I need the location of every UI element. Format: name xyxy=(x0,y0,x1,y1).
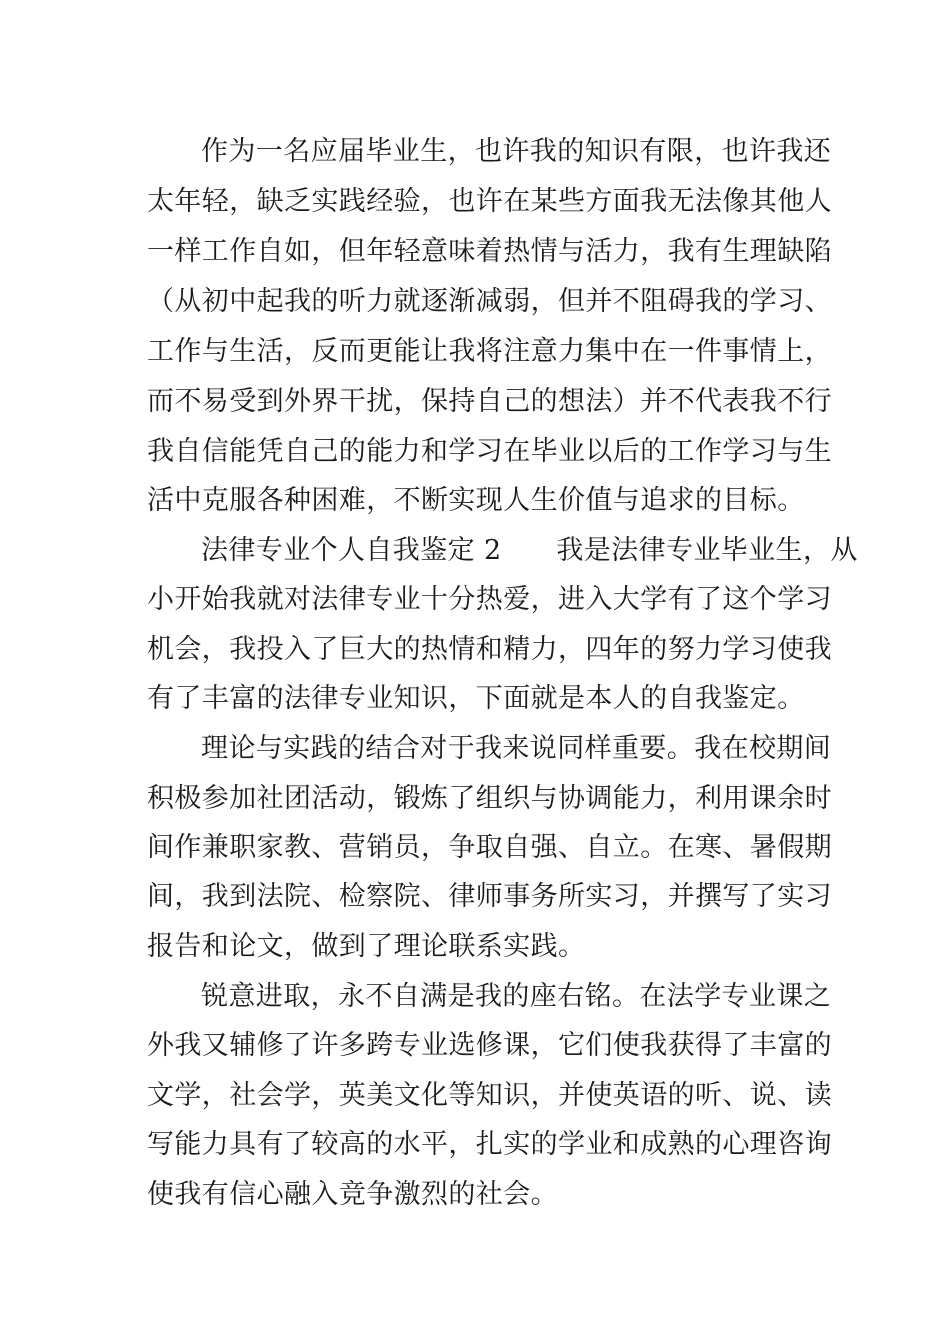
text-line: 工作与生活，反而更能让我将注意力集中在一件事情上， xyxy=(147,336,832,367)
text-line: 一样工作自如，但年轻意味着热情与活力，我有生理缺陷 xyxy=(147,236,832,267)
text-line: 我自信能凭自己的能力和学习在毕业以后的工作学习与生 xyxy=(147,436,832,467)
text-line: 太年轻，缺乏实践经验，也许在某些方面我无法像其他人 xyxy=(147,186,832,217)
text-line: 作为一名应届毕业生，也许我的知识有限，也许我还 xyxy=(201,136,832,167)
text-line: 而不易受到外界干扰，保持自己的想法）并不代表我不行 xyxy=(147,386,832,417)
text-line: 写能力具有了较高的水平，扎实的学业和成熟的心理咨询 xyxy=(147,1129,832,1160)
text-line: 锐意进取，永不自满是我的座右铭。在法学专业课之 xyxy=(201,981,832,1012)
text-line: （从初中起我的听力就逐渐减弱，但并不阻碍我的学习、 xyxy=(147,286,832,317)
text-line: 间作兼职家教、营销员，争取自强、自立。在寒、暑假期 xyxy=(147,832,832,863)
section-heading-line: 法律专业个人自我鉴定 2 我是法律专业毕业生，从 xyxy=(201,535,858,566)
text-line: 文学，社会学，英美文化等知识，并使英语的听、说、读 xyxy=(147,1080,832,1111)
text-line: 活中克服各种困难，不断实现人生价值与追求的目标。 xyxy=(147,485,805,516)
text-line: 理论与实践的结合对于我来说同样重要。我在校期间 xyxy=(201,733,832,764)
text-line: 积极参加社团活动，锻炼了组织与协调能力，利用课余时 xyxy=(147,783,832,814)
text-line: 小开始我就对法律专业十分热爱，进入大学有了这个学习 xyxy=(147,584,832,615)
text-line: 外我又辅修了许多跨专业选修课，它们使我获得了丰富的 xyxy=(147,1030,832,1061)
text-line: 使我有信心融入竞争激烈的社会。 xyxy=(147,1179,558,1210)
text-line: 报告和论文，做到了理论联系实践。 xyxy=(147,931,586,962)
text-line: 机会，我投入了巨大的热情和精力，四年的努力学习使我 xyxy=(147,634,832,665)
text-line: 间，我到法院、检察院、律师事务所实习，并撰写了实习 xyxy=(147,881,832,912)
text-line: 有了丰富的法律专业知识，下面就是本人的自我鉴定。 xyxy=(147,683,805,714)
